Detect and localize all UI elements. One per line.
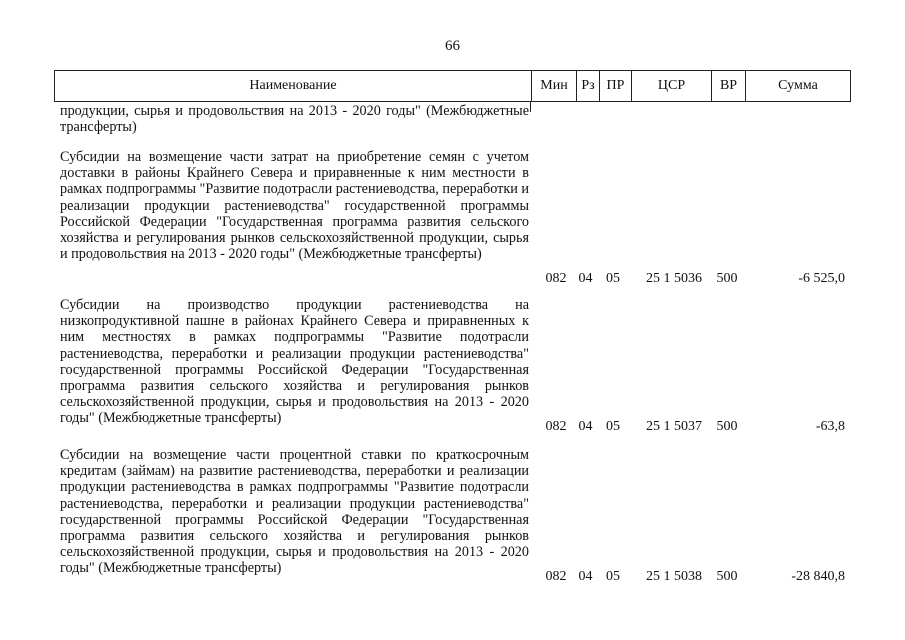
row-rz: 04 [578,419,593,434]
row-rz: 04 [578,569,593,584]
header-vr: ВР [711,71,745,101]
row-name: Субсидии на возмещение части затрат на приобретение семян с учетом доставки в районы Крайнего Севера и приравненные к ним местности в рамках подпрограммы "Развитие подотрасли растениеводства, переработки и реализации продукции растениеводства" государственной программы Российской Федерации "Государственная программа развития сельского хозяйства и регулирования рынков сельскохозяйственной продукции, сырья и продовольствия на 2013 - 2020 годы" (Межбюджетные трансферты) [60,149,529,263]
table-body [54,102,851,595]
row-csr: 25 1 5038 [646,569,702,584]
row-csr: 25 1 5037 [646,419,702,434]
header-min: Мин [531,71,576,101]
header-name: Наименование [249,78,337,93]
table-header [54,70,851,102]
header-rz: Рз [576,71,599,101]
table-row [54,295,851,445]
row-sum: -63,8 [815,419,845,434]
row-name: Субсидии на возмещение части процентной ставки по краткосрочным кредитам (займам) на развитие растениеводства, переработки и реализации продукции растениеводства в рамках подпрограммы "Развитие подотрасли растениеводства, переработки и реализации продукции растениеводства" государственной программы Российской Федерации "Государственная программа развития сельского хозяйства и регулирования рынков сельскохозяйственной продукции, сырья и продовольствия на 2013 - 2020 годы" (Межбюджетные трансферты) [60,447,529,577]
row-name: продукции, сырья и продовольствия на 2013 - 2020 годы" (Межбюджетные трансферты) [60,103,529,136]
row-vr: 500 [716,569,738,584]
row-min: 082 [545,271,567,286]
header-pr: ПР [599,71,631,101]
row-name: Субсидии на производство продукции растениеводства на низкопродуктивной пашне в районах Крайнего Севера и приравненных к ним местностях в рамках подпрограммы "Развитие подотрасли растениеводства, переработки и реализации продукции растениеводства" государственной программы Российской Федерации "Государственная программа развития сельского хозяйства и регулирования рынков сельскохозяйственной продукции, сырья и продовольствия на 2013 - 2020 годы" (Межбюджетные трансферты) [60,297,529,427]
row-min: 082 [545,569,567,584]
row-pr: 05 [606,569,620,584]
header-sum: Сумма [745,71,850,101]
table-row [54,445,851,595]
page-number: 66 [445,38,460,54]
table-row [54,102,851,147]
table-row [54,147,851,295]
row-csr: 25 1 5036 [646,271,702,286]
budget-table [54,70,851,595]
row-vr: 500 [716,419,738,434]
row-sum: -28 840,8 [791,569,845,584]
row-sum: -6 525,0 [798,271,845,286]
row-vr: 500 [716,271,738,286]
row-pr: 05 [606,419,620,434]
header-csr: ЦСР [631,71,711,101]
row-pr: 05 [606,271,620,286]
row-min: 082 [545,419,567,434]
row-rz: 04 [578,271,593,286]
